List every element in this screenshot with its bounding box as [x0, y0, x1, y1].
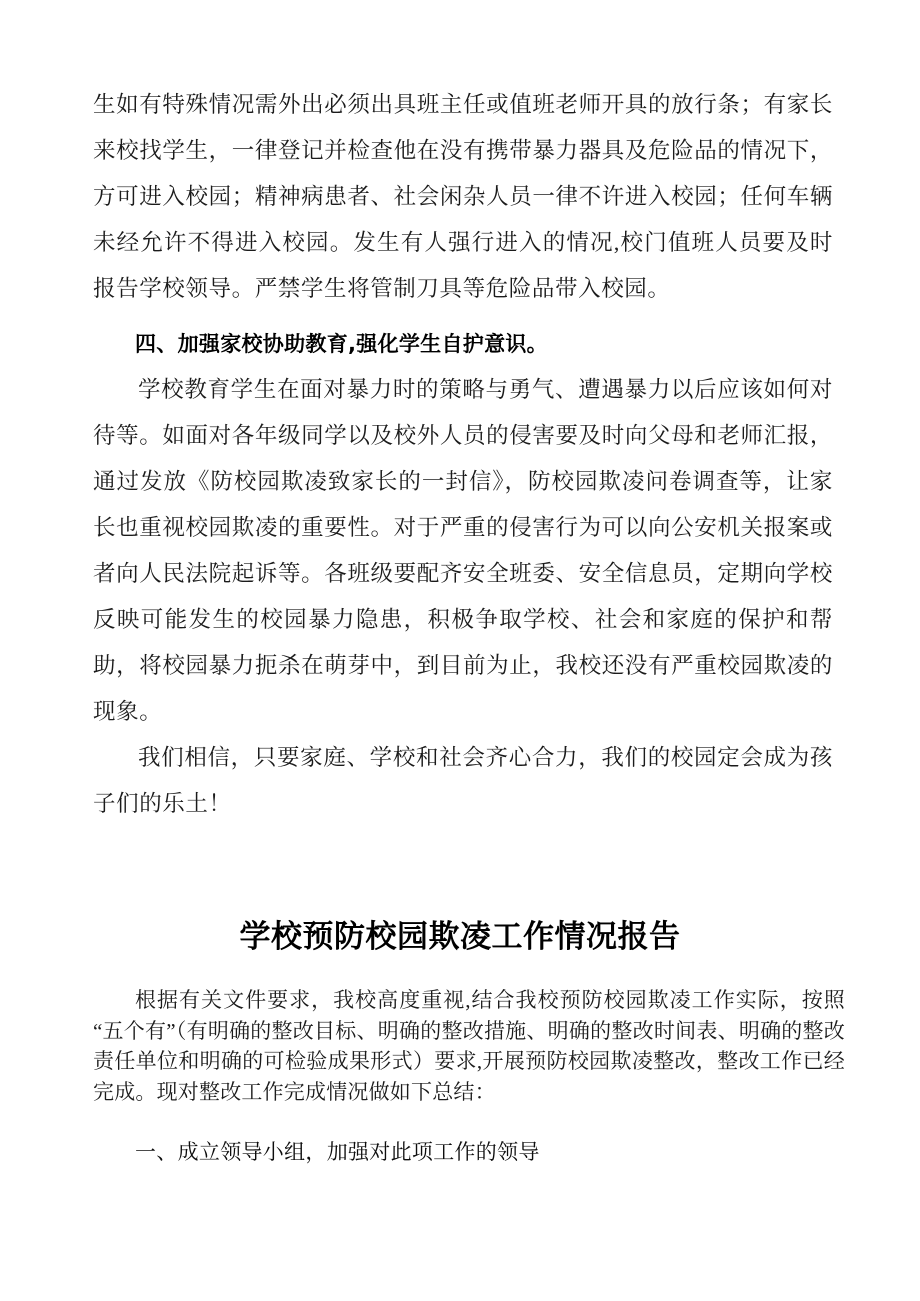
paragraph-report-intro: 根据有关文件要求，我校高度重视,结合我校预防校园欺凌工作实际，按照“五个有”（有明确的整改目标、明确的整改措施、明确的整改时间表、明确的整改责任单位和明确的可检验成果形式）要求,开展预防校园欺凌整改，整改工作已经完成。现对整改工作完成情况做如下总结： [93, 988, 845, 1104]
paragraph-self-protection-education: 学校教育学生在面对暴力时的策略与勇气、遭遇暴力以后应该如何对待等。如面对各年级同学以及校外人员的侵害要及时向父母和老师汇报，通过发放《防校园欺凌致家长的一封信》，防校园欺凌问卷调查等，让家长也重视校园欺凌的重要性。对于严重的侵害行为可以向公安机关报案或者向人民法院起诉等。各班级要配齐安全班委、安全信息员，定期向学校反映可能发生的校园暴力隐患，积极争取学校、社会和家庭的保护和帮助，将校园暴力扼杀在萌芽中，到目前为止，我校还没有严重校园欺凌的现象。 [93, 377, 833, 724]
report-document-body [93, 985, 845, 1169]
paragraph-closing-belief: 我们相信，只要家庭、学校和社会齐心合力，我们的校园定会成为孩子们的乐土！ [93, 745, 833, 816]
previous-document-tail [93, 82, 833, 827]
heading-section-one: 一、成立领导小组，加强对此项工作的领导 [135, 1140, 540, 1164]
paragraph-school-entry-rules: 生如有特殊情况需外出必须出具班主任或值班老师开具的放行条；有家长来校找学生，一律登记并检查他在没有携带暴力器具及危险品的情况下，方可进入校园；精神病患者、社会闲杂人员一律不许进入校园；任何车辆未经允许不得进入校园。发生有人强行进入的情况,校门值班人员要及时报告学校领导。严禁学生将管制刀具等危险品带入校园。 [93, 92, 833, 301]
heading-section-four: 四、加强家校协助教育,强化学生自护意识。 [135, 332, 548, 356]
page-title: 学校预防校园欺凌工作情况报告 [239, 918, 681, 955]
